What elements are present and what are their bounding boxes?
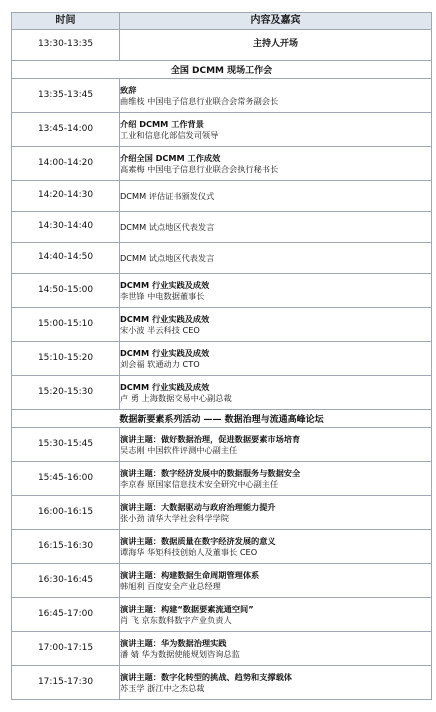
item-title [120, 672, 431, 682]
item-title: DCMM 行业实践及成效 [120, 348, 210, 359]
table-row [12, 632, 432, 666]
time-cell: 13:45-14:00 [12, 113, 120, 147]
content-cell [120, 428, 432, 462]
speaker-line: 曲维枝 中国电子信息行业联合会常务副会长 [120, 95, 279, 106]
agenda-body [12, 30, 432, 700]
table-row [12, 30, 432, 61]
table-header-row [12, 13, 432, 30]
topic-prefix: 演讲主题： [120, 638, 161, 649]
header-content: 内容及嘉宾 [120, 13, 432, 30]
time-cell: 15:20-15:30 [12, 376, 120, 410]
content-cell [120, 79, 432, 113]
topic-text: 构建“数据要素流通空间” [160, 604, 254, 615]
topic-text: 做好数据治理，促进数据要素市场培育 [160, 434, 301, 445]
time-cell: 14:30-14:40 [12, 212, 120, 243]
content-cell [120, 113, 432, 147]
content-cell [120, 308, 432, 342]
content-cell [120, 598, 432, 632]
agenda-table [11, 12, 432, 700]
content-cell [120, 564, 432, 598]
table-row [12, 147, 432, 181]
table-row [12, 181, 432, 212]
speaker-line: 宋小波 半云科技 CEO [120, 324, 200, 335]
section-title: 数据新要素系列活动 —— 数据治理与流通高峰论坛 [12, 410, 432, 428]
speaker-line: 谭海华 华矩科技创始人及董事长 CEO [120, 546, 258, 557]
time-cell: 14:20-14:30 [12, 181, 120, 212]
table-row [12, 598, 432, 632]
item-title [120, 638, 431, 648]
content-cell [120, 632, 432, 666]
time-cell: 17:15-17:30 [12, 666, 120, 700]
topic-text: 数据质量在数字经济发展的意义 [160, 536, 276, 547]
table-row [12, 530, 432, 564]
time-cell: 15:10-15:20 [12, 342, 120, 376]
time-cell: 13:30-13:35 [12, 30, 120, 61]
speaker-line: 肖 飞 京东数科数字产业负责人 [120, 614, 232, 625]
item-text: DCMM 评估证书颁发仪式 [120, 190, 215, 201]
content-cell [120, 147, 432, 181]
table-row [12, 376, 432, 410]
item-title: 致辞 [120, 85, 137, 96]
time-cell: 17:00-17:15 [12, 632, 120, 666]
item-title: DCMM 行业实践及成效 [120, 382, 210, 393]
time-cell: 16:00-16:15 [12, 496, 120, 530]
table-row [12, 113, 432, 147]
time-cell: 13:35-13:45 [12, 79, 120, 113]
topic-prefix: 演讲主题： [120, 570, 161, 581]
item-title: 主持人开场 [252, 39, 298, 50]
time-cell: 14:40-14:50 [12, 243, 120, 274]
time-cell: 15:00-15:10 [12, 308, 120, 342]
item-title: DCMM 行业实践及成效 [120, 314, 210, 325]
content-cell [120, 496, 432, 530]
topic-prefix: 演讲主题： [120, 502, 161, 513]
speaker-line: 高素梅 中国电子信息行业联合会执行秘书长 [120, 163, 279, 174]
speaker-line: 潘 婧 华为数据使能规划咨询总监 [120, 648, 240, 659]
item-title [120, 434, 431, 444]
content-cell [120, 212, 432, 243]
content-cell [120, 30, 432, 61]
item-text: DCMM 试点地区代表发言 [120, 252, 215, 263]
table-row [12, 496, 432, 530]
time-cell: 16:15-16:30 [12, 530, 120, 564]
topic-prefix: 演讲主题： [120, 604, 161, 615]
item-title: DCMM 行业实践及成效 [120, 280, 210, 291]
item-title: 介绍 DCMM 工作背景 [120, 119, 204, 130]
time-cell: 16:30-16:45 [12, 564, 120, 598]
table-row [12, 308, 432, 342]
item-title [120, 570, 431, 580]
content-cell [120, 274, 432, 308]
content-cell [120, 243, 432, 274]
item-title: 介绍全国 DCMM 工作成效 [120, 153, 221, 164]
time-cell: 14:50-15:00 [12, 274, 120, 308]
topic-prefix: 演讲主题： [120, 672, 161, 683]
content-cell [120, 342, 432, 376]
section-row [12, 410, 432, 428]
table-row [12, 274, 432, 308]
item-title [120, 604, 431, 614]
topic-text: 数字化转型的挑战、趋势和支撑载体 [160, 672, 292, 683]
item-title [120, 502, 431, 512]
topic-prefix: 演讲主题： [120, 434, 161, 445]
table-row [12, 462, 432, 496]
time-cell: 15:30-15:45 [12, 428, 120, 462]
table-row [12, 342, 432, 376]
topic-text: 大数据驱动与政府治理能力提升 [160, 502, 276, 513]
topic-prefix: 演讲主题： [120, 468, 161, 479]
speaker-line: 刘会福 软通动力 CTO [120, 358, 200, 369]
content-cell [120, 666, 432, 700]
table-row [12, 79, 432, 113]
topic-text: 构建数据生命周期管理体系 [160, 570, 260, 581]
content-cell [120, 376, 432, 410]
speaker-line: 苏玉学 浙江中之杰总裁 [120, 682, 205, 693]
header-time: 时间 [12, 13, 120, 30]
content-cell [120, 181, 432, 212]
topic-text: 数字经济发展中的数据服务与数据安全 [160, 468, 301, 479]
section-title: 全国 DCMM 现场工作会 [12, 61, 432, 79]
time-cell: 15:45-16:00 [12, 462, 120, 496]
item-text: DCMM 试点地区代表发言 [120, 221, 215, 232]
topic-text: 华为数据治理实践 [160, 638, 227, 649]
speaker-line: 韩旭利 百度安全产业总经理 [120, 580, 221, 591]
speaker-line: 李世锋 中电数据董事长 [120, 290, 205, 301]
speaker-line: 工业和信息化部信发司领导 [120, 129, 219, 140]
speaker-line: 张小劲 清华大学社会科学学院 [120, 512, 230, 523]
table-row [12, 428, 432, 462]
speaker-line: 卢 勇 上海数据交易中心副总裁 [120, 392, 232, 403]
table-row [12, 212, 432, 243]
topic-prefix: 演讲主题： [120, 536, 161, 547]
item-title [120, 536, 431, 546]
item-title [120, 468, 431, 478]
time-cell: 16:45-17:00 [12, 598, 120, 632]
speaker-line: 吴志刚 中国软件评测中心副主任 [120, 444, 238, 455]
content-cell [120, 462, 432, 496]
table-row [12, 564, 432, 598]
time-cell: 14:00-14:20 [12, 147, 120, 181]
speaker-line: 李京春 原国家信息技术安全研究中心副主任 [120, 478, 279, 489]
section-row [12, 61, 432, 79]
table-row [12, 243, 432, 274]
table-row [12, 666, 432, 700]
content-cell [120, 530, 432, 564]
